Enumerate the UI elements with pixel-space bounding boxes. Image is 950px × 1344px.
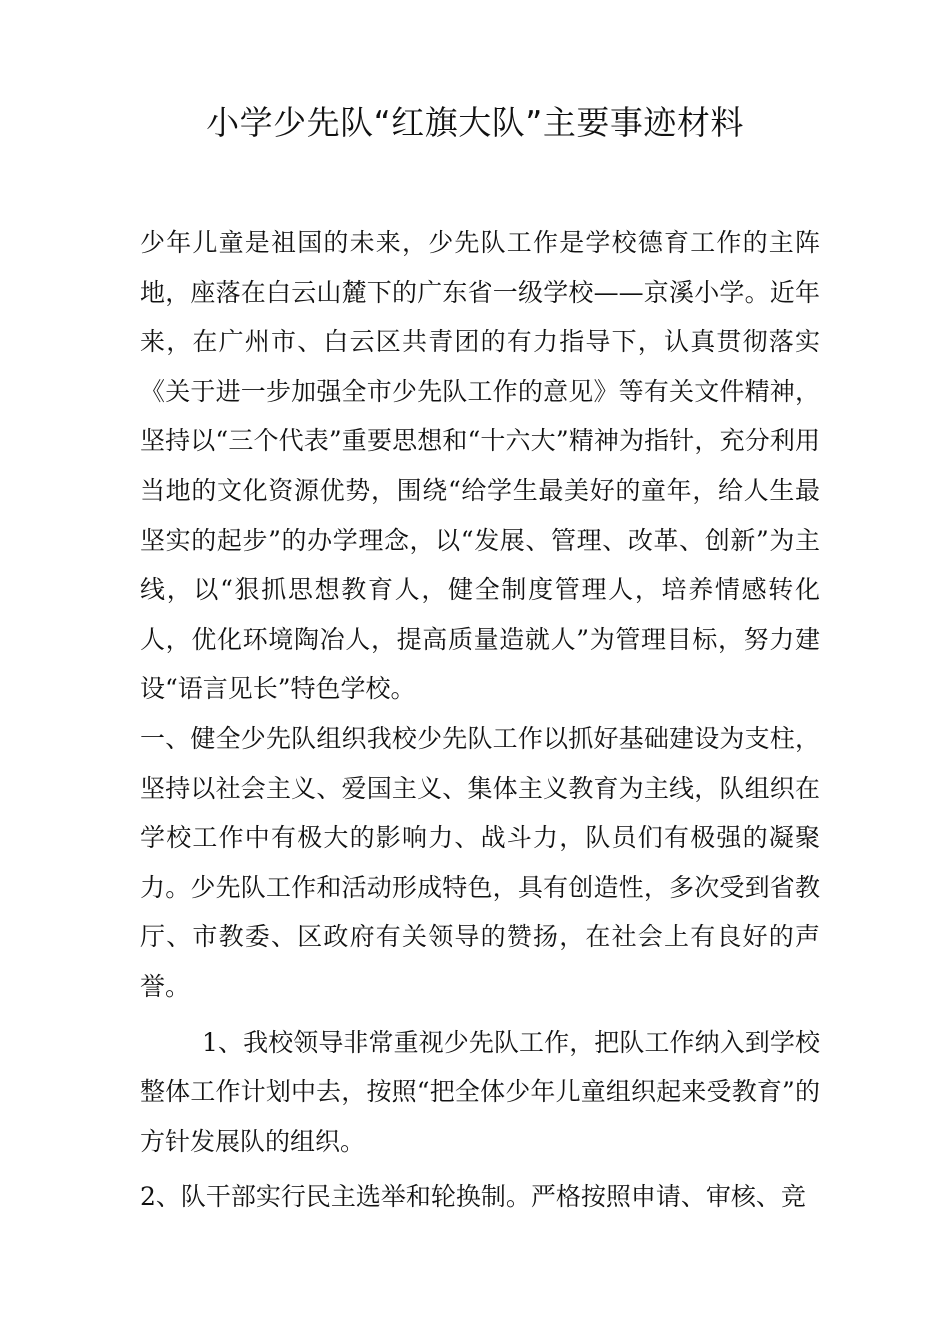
paragraph-item-1: 1、我校领导非常重视少先队工作，把队工作纳入到学校整体工作计划中去，按照“把全体少年儿童组织起来受教育”的方针发展队的组织。 xyxy=(140,1027,820,1156)
paragraph-item-2: 2、队干部实行民主选举和轮换制。严格按照申请、审核、竞 xyxy=(140,1182,806,1212)
paragraph-section-one: 一、健全少先队组织我校少先队工作以抓好基础建设为支柱，坚持以社会主义、爱国主义、集体主义教育为主线，队组织在学校工作中有极大的影响力、战斗力，队员们有极强的凝聚力。少先队工作和活动形成特色，具有创造性，多次受到省教厅、市教委、区政府有关领导的赞扬，在社会上有良好的声誉。 xyxy=(140,723,820,1001)
paragraph-intro: 少年儿童是祖国的未来，少先队工作是学校德育工作的主阵地，座落在白云山麓下的广东省一级学校——京溪小学。近年来，在广州市、白云区共青团的有力指导下，认真贯彻落实《关于进一步加强全市少先队工作的意见》等有关文件精神，坚持以“三个代表”重要思想和“十六大”精神为指针，充分利用当地的文化资源优势，围绕“给学生最美好的童年，给人生最坚实的起步”的办学理念，以“发展、管理、改革、创新”为主线，以“狠抓思想教育人，健全制度管理人，培养情感转化人，优化环境陶冶人，提高质量造就人”为管理目标，努力建设“语言见长”特色学校。 xyxy=(140,228,820,704)
document-title: 小学少先队“红旗大队”主要事迹材料 xyxy=(206,103,744,142)
document-body xyxy=(140,218,820,1222)
